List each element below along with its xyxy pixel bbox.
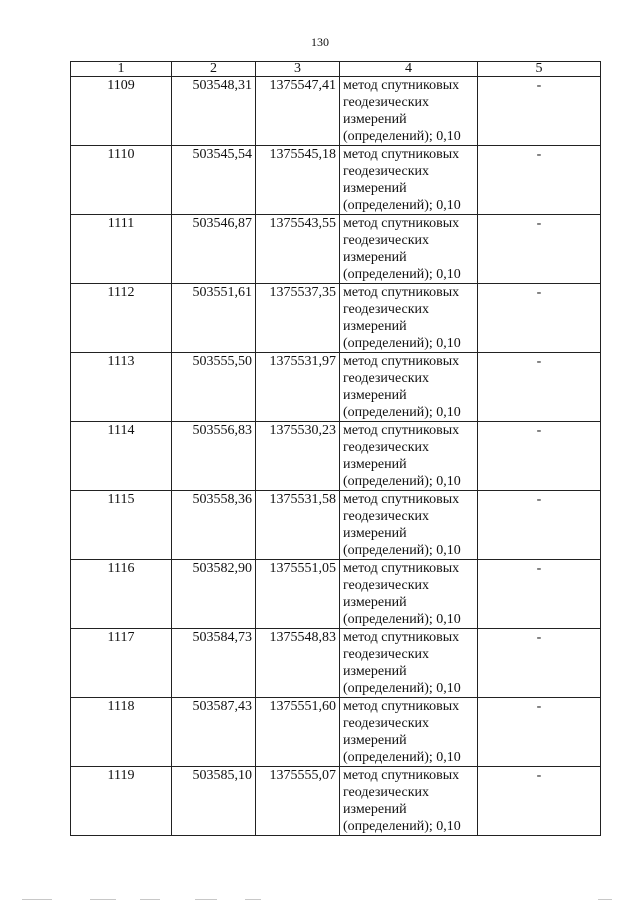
- point-number-cell: 1114: [71, 422, 172, 491]
- table-row: [71, 491, 601, 560]
- table-body: [71, 77, 601, 836]
- point-number-cell: 1113: [71, 353, 172, 422]
- point-number-cell: 1116: [71, 560, 172, 629]
- scan-artifact-line: [598, 899, 612, 900]
- note-cell: -: [478, 491, 601, 560]
- method-cell: метод спутниковых геодезических измерений (определений); 0,10: [340, 77, 478, 146]
- table-row: [71, 353, 601, 422]
- column-header-4: 4: [340, 62, 478, 77]
- x-coordinate-cell: 503551,61: [172, 284, 256, 353]
- note-cell: -: [478, 698, 601, 767]
- x-coordinate-cell: 503556,83: [172, 422, 256, 491]
- y-coordinate-cell: 1375537,35: [256, 284, 340, 353]
- table-row: [71, 215, 601, 284]
- y-coordinate-cell: 1375548,83: [256, 629, 340, 698]
- point-number-cell: 1115: [71, 491, 172, 560]
- method-cell: метод спутниковых геодезических измерений (определений); 0,10: [340, 215, 478, 284]
- y-coordinate-cell: 1375530,23: [256, 422, 340, 491]
- y-coordinate-cell: 1375551,05: [256, 560, 340, 629]
- x-coordinate-cell: 503546,87: [172, 215, 256, 284]
- method-cell: метод спутниковых геодезических измерений (определений); 0,10: [340, 491, 478, 560]
- x-coordinate-cell: 503555,50: [172, 353, 256, 422]
- scan-artifact-line: [140, 899, 160, 900]
- column-header-1: 1: [71, 62, 172, 77]
- point-number-cell: 1112: [71, 284, 172, 353]
- method-cell: метод спутниковых геодезических измерений (определений); 0,10: [340, 698, 478, 767]
- x-coordinate-cell: 503558,36: [172, 491, 256, 560]
- point-number-cell: 1109: [71, 77, 172, 146]
- point-number-cell: 1110: [71, 146, 172, 215]
- table-row: [71, 560, 601, 629]
- table-row: [71, 146, 601, 215]
- point-number-cell: 1119: [71, 767, 172, 836]
- table-row: [71, 77, 601, 146]
- table-header-row: [71, 62, 601, 77]
- table-row: [71, 698, 601, 767]
- note-cell: -: [478, 353, 601, 422]
- method-cell: метод спутниковых геодезических измерений (определений); 0,10: [340, 422, 478, 491]
- x-coordinate-cell: 503584,73: [172, 629, 256, 698]
- y-coordinate-cell: 1375543,55: [256, 215, 340, 284]
- method-cell: метод спутниковых геодезических измерений (определений); 0,10: [340, 146, 478, 215]
- column-header-2: 2: [172, 62, 256, 77]
- point-number-cell: 1118: [71, 698, 172, 767]
- y-coordinate-cell: 1375547,41: [256, 77, 340, 146]
- table-row: [71, 629, 601, 698]
- note-cell: -: [478, 767, 601, 836]
- scan-artifact-line: [90, 899, 116, 900]
- note-cell: -: [478, 560, 601, 629]
- x-coordinate-cell: 503587,43: [172, 698, 256, 767]
- column-header-3: 3: [256, 62, 340, 77]
- coordinates-table: [70, 61, 601, 836]
- note-cell: -: [478, 422, 601, 491]
- page-number: 130: [311, 35, 329, 49]
- table-row: [71, 284, 601, 353]
- note-cell: -: [478, 215, 601, 284]
- x-coordinate-cell: 503582,90: [172, 560, 256, 629]
- y-coordinate-cell: 1375531,97: [256, 353, 340, 422]
- scan-footer-artifacts: [0, 897, 640, 903]
- method-cell: метод спутниковых геодезических измерений (определений); 0,10: [340, 560, 478, 629]
- scan-artifact-line: [245, 899, 261, 900]
- x-coordinate-cell: 503545,54: [172, 146, 256, 215]
- x-coordinate-cell: 503585,10: [172, 767, 256, 836]
- note-cell: -: [478, 284, 601, 353]
- point-number-cell: 1117: [71, 629, 172, 698]
- note-cell: -: [478, 146, 601, 215]
- y-coordinate-cell: 1375531,58: [256, 491, 340, 560]
- table-header: [71, 62, 601, 77]
- method-cell: метод спутниковых геодезических измерений (определений); 0,10: [340, 284, 478, 353]
- y-coordinate-cell: 1375551,60: [256, 698, 340, 767]
- note-cell: -: [478, 77, 601, 146]
- y-coordinate-cell: 1375545,18: [256, 146, 340, 215]
- note-cell: -: [478, 629, 601, 698]
- method-cell: метод спутниковых геодезических измерений (определений); 0,10: [340, 353, 478, 422]
- y-coordinate-cell: 1375555,07: [256, 767, 340, 836]
- scan-artifact-line: [195, 899, 217, 900]
- scan-artifact-line: [22, 899, 52, 900]
- column-header-5: 5: [478, 62, 601, 77]
- x-coordinate-cell: 503548,31: [172, 77, 256, 146]
- table-row: [71, 422, 601, 491]
- method-cell: метод спутниковых геодезических измерений (определений); 0,10: [340, 629, 478, 698]
- table-row: [71, 767, 601, 836]
- point-number-cell: 1111: [71, 215, 172, 284]
- method-cell: метод спутниковых геодезических измерений (определений); 0,10: [340, 767, 478, 836]
